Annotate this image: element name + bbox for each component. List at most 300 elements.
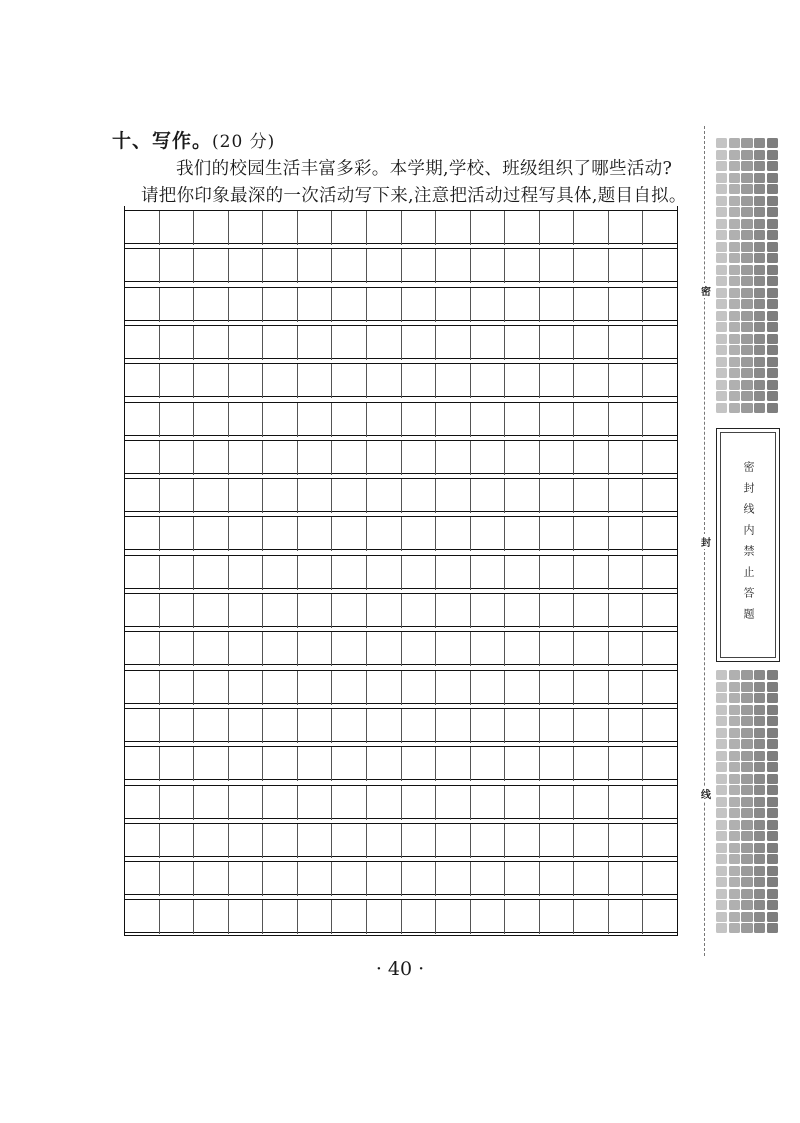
grid-cell[interactable] — [229, 403, 264, 437]
grid-cell[interactable] — [125, 403, 160, 437]
grid-cell[interactable] — [643, 632, 677, 666]
grid-cell[interactable] — [263, 556, 298, 590]
grid-cell[interactable] — [263, 747, 298, 781]
grid-cell[interactable] — [540, 671, 575, 705]
grid-cell[interactable] — [160, 479, 195, 513]
grid-cell[interactable] — [332, 441, 367, 475]
grid-cell[interactable] — [540, 556, 575, 590]
grid-cell[interactable] — [367, 594, 402, 628]
grid-cell[interactable] — [402, 786, 437, 820]
grid-cell[interactable] — [332, 479, 367, 513]
grid-cell[interactable] — [194, 364, 229, 398]
grid-cell[interactable] — [263, 786, 298, 820]
grid-cell[interactable] — [298, 517, 333, 551]
grid-cell[interactable] — [194, 249, 229, 283]
grid-cell[interactable] — [263, 288, 298, 322]
grid-cell[interactable] — [332, 709, 367, 743]
grid-cell[interactable] — [471, 403, 506, 437]
grid-cell[interactable] — [125, 747, 160, 781]
grid-cell[interactable] — [332, 288, 367, 322]
grid-cell[interactable] — [643, 556, 677, 590]
grid-cell[interactable] — [229, 709, 264, 743]
grid-cell[interactable] — [263, 479, 298, 513]
grid-cell[interactable] — [263, 249, 298, 283]
grid-cell[interactable] — [505, 824, 540, 858]
grid-cell[interactable] — [609, 288, 644, 322]
grid-cell[interactable] — [160, 862, 195, 896]
grid-cell[interactable] — [263, 900, 298, 934]
grid-cell[interactable] — [436, 556, 471, 590]
grid-cell[interactable] — [505, 747, 540, 781]
grid-cell[interactable] — [125, 862, 160, 896]
grid-cell[interactable] — [540, 824, 575, 858]
grid-cell[interactable] — [540, 364, 575, 398]
grid-cell[interactable] — [540, 517, 575, 551]
grid-cell[interactable] — [609, 747, 644, 781]
grid-cell[interactable] — [194, 594, 229, 628]
grid-cell[interactable] — [436, 786, 471, 820]
grid-cell[interactable] — [263, 517, 298, 551]
grid-cell[interactable] — [609, 632, 644, 666]
grid-cell[interactable] — [436, 288, 471, 322]
grid-cell[interactable] — [609, 556, 644, 590]
grid-cell[interactable] — [194, 671, 229, 705]
grid-cell[interactable] — [643, 288, 677, 322]
grid-cell[interactable] — [367, 441, 402, 475]
grid-cell[interactable] — [298, 479, 333, 513]
grid-cell[interactable] — [194, 900, 229, 934]
grid-cell[interactable] — [332, 364, 367, 398]
grid-cell[interactable] — [609, 403, 644, 437]
grid-cell[interactable] — [160, 249, 195, 283]
grid-cell[interactable] — [609, 364, 644, 398]
grid-cell[interactable] — [471, 211, 506, 245]
grid-cell[interactable] — [298, 900, 333, 934]
grid-cell[interactable] — [436, 479, 471, 513]
grid-cell[interactable] — [125, 517, 160, 551]
grid-cell[interactable] — [332, 786, 367, 820]
grid-cell[interactable] — [367, 364, 402, 398]
grid-cell[interactable] — [643, 594, 677, 628]
grid-cell[interactable] — [574, 479, 609, 513]
grid-cell[interactable] — [160, 594, 195, 628]
grid-cell[interactable] — [436, 709, 471, 743]
grid-cell[interactable] — [540, 288, 575, 322]
grid-cell[interactable] — [471, 517, 506, 551]
grid-cell[interactable] — [263, 632, 298, 666]
grid-cell[interactable] — [471, 249, 506, 283]
grid-cell[interactable] — [263, 403, 298, 437]
grid-cell[interactable] — [367, 326, 402, 360]
grid-cell[interactable] — [194, 632, 229, 666]
grid-cell[interactable] — [436, 249, 471, 283]
grid-cell[interactable] — [471, 786, 506, 820]
grid-cell[interactable] — [574, 288, 609, 322]
grid-cell[interactable] — [574, 517, 609, 551]
grid-cell[interactable] — [125, 326, 160, 360]
grid-cell[interactable] — [298, 364, 333, 398]
grid-cell[interactable] — [229, 747, 264, 781]
grid-cell[interactable] — [471, 594, 506, 628]
grid-cell[interactable] — [229, 326, 264, 360]
grid-cell[interactable] — [574, 326, 609, 360]
grid-cell[interactable] — [263, 594, 298, 628]
grid-cell[interactable] — [436, 364, 471, 398]
grid-cell[interactable] — [402, 517, 437, 551]
grid-cell[interactable] — [229, 900, 264, 934]
grid-cell[interactable] — [298, 632, 333, 666]
grid-cell[interactable] — [574, 211, 609, 245]
grid-cell[interactable] — [402, 249, 437, 283]
grid-cell[interactable] — [402, 288, 437, 322]
grid-cell[interactable] — [367, 900, 402, 934]
grid-cell[interactable] — [263, 824, 298, 858]
grid-cell[interactable] — [263, 709, 298, 743]
grid-cell[interactable] — [643, 900, 677, 934]
grid-cell[interactable] — [643, 747, 677, 781]
grid-cell[interactable] — [298, 747, 333, 781]
grid-cell[interactable] — [367, 786, 402, 820]
grid-cell[interactable] — [574, 441, 609, 475]
grid-cell[interactable] — [505, 364, 540, 398]
grid-cell[interactable] — [263, 441, 298, 475]
grid-cell[interactable] — [643, 326, 677, 360]
grid-cell[interactable] — [298, 403, 333, 437]
grid-cell[interactable] — [574, 594, 609, 628]
grid-cell[interactable] — [436, 671, 471, 705]
grid-cell[interactable] — [194, 479, 229, 513]
grid-cell[interactable] — [402, 403, 437, 437]
grid-cell[interactable] — [609, 479, 644, 513]
grid-cell[interactable] — [574, 824, 609, 858]
grid-cell[interactable] — [367, 288, 402, 322]
grid-cell[interactable] — [540, 479, 575, 513]
grid-cell[interactable] — [402, 326, 437, 360]
grid-cell[interactable] — [643, 862, 677, 896]
grid-cell[interactable] — [194, 862, 229, 896]
grid-cell[interactable] — [505, 211, 540, 245]
grid-cell[interactable] — [471, 671, 506, 705]
grid-cell[interactable] — [229, 288, 264, 322]
grid-cell[interactable] — [609, 671, 644, 705]
grid-cell[interactable] — [436, 403, 471, 437]
grid-cell[interactable] — [402, 479, 437, 513]
grid-cell[interactable] — [160, 211, 195, 245]
grid-cell[interactable] — [367, 632, 402, 666]
grid-cell[interactable] — [505, 671, 540, 705]
grid-cell[interactable] — [160, 288, 195, 322]
grid-cell[interactable] — [471, 364, 506, 398]
grid-cell[interactable] — [125, 786, 160, 820]
grid-cell[interactable] — [125, 211, 160, 245]
grid-cell[interactable] — [367, 556, 402, 590]
grid-cell[interactable] — [194, 403, 229, 437]
grid-cell[interactable] — [643, 671, 677, 705]
grid-cell[interactable] — [540, 211, 575, 245]
grid-cell[interactable] — [574, 632, 609, 666]
grid-cell[interactable] — [125, 709, 160, 743]
grid-cell[interactable] — [505, 479, 540, 513]
grid-cell[interactable] — [194, 786, 229, 820]
grid-cell[interactable] — [505, 326, 540, 360]
grid-cell[interactable] — [367, 249, 402, 283]
grid-cell[interactable] — [229, 556, 264, 590]
grid-cell[interactable] — [125, 364, 160, 398]
grid-cell[interactable] — [436, 441, 471, 475]
grid-cell[interactable] — [332, 824, 367, 858]
grid-cell[interactable] — [436, 824, 471, 858]
grid-cell[interactable] — [540, 249, 575, 283]
grid-cell[interactable] — [160, 326, 195, 360]
grid-cell[interactable] — [160, 900, 195, 934]
grid-cell[interactable] — [643, 441, 677, 475]
grid-cell[interactable] — [643, 249, 677, 283]
grid-cell[interactable] — [505, 517, 540, 551]
grid-cell[interactable] — [436, 211, 471, 245]
grid-cell[interactable] — [263, 862, 298, 896]
grid-cell[interactable] — [402, 364, 437, 398]
grid-cell[interactable] — [229, 211, 264, 245]
grid-cell[interactable] — [609, 517, 644, 551]
grid-cell[interactable] — [609, 824, 644, 858]
grid-cell[interactable] — [160, 441, 195, 475]
grid-cell[interactable] — [505, 594, 540, 628]
grid-cell[interactable] — [436, 747, 471, 781]
grid-cell[interactable] — [643, 824, 677, 858]
grid-cell[interactable] — [643, 403, 677, 437]
grid-cell[interactable] — [298, 211, 333, 245]
grid-cell[interactable] — [505, 288, 540, 322]
grid-cell[interactable] — [402, 441, 437, 475]
grid-cell[interactable] — [160, 364, 195, 398]
grid-cell[interactable] — [298, 862, 333, 896]
grid-cell[interactable] — [298, 786, 333, 820]
grid-cell[interactable] — [125, 900, 160, 934]
grid-cell[interactable] — [574, 747, 609, 781]
grid-cell[interactable] — [609, 594, 644, 628]
grid-cell[interactable] — [160, 517, 195, 551]
grid-cell[interactable] — [125, 249, 160, 283]
grid-cell[interactable] — [332, 249, 367, 283]
grid-cell[interactable] — [609, 249, 644, 283]
grid-cell[interactable] — [471, 288, 506, 322]
grid-cell[interactable] — [402, 632, 437, 666]
grid-cell[interactable] — [367, 211, 402, 245]
grid-cell[interactable] — [609, 786, 644, 820]
grid-cell[interactable] — [505, 709, 540, 743]
grid-cell[interactable] — [436, 632, 471, 666]
grid-cell[interactable] — [540, 709, 575, 743]
grid-cell[interactable] — [125, 594, 160, 628]
grid-cell[interactable] — [229, 479, 264, 513]
grid-cell[interactable] — [609, 211, 644, 245]
grid-cell[interactable] — [540, 326, 575, 360]
grid-cell[interactable] — [471, 824, 506, 858]
grid-cell[interactable] — [332, 517, 367, 551]
grid-cell[interactable] — [194, 709, 229, 743]
grid-cell[interactable] — [332, 556, 367, 590]
grid-cell[interactable] — [540, 900, 575, 934]
grid-cell[interactable] — [229, 632, 264, 666]
grid-cell[interactable] — [402, 671, 437, 705]
grid-cell[interactable] — [471, 900, 506, 934]
grid-cell[interactable] — [263, 671, 298, 705]
grid-cell[interactable] — [574, 709, 609, 743]
grid-cell[interactable] — [332, 747, 367, 781]
grid-cell[interactable] — [574, 862, 609, 896]
grid-cell[interactable] — [263, 364, 298, 398]
grid-cell[interactable] — [367, 479, 402, 513]
grid-cell[interactable] — [609, 862, 644, 896]
grid-cell[interactable] — [125, 824, 160, 858]
grid-cell[interactable] — [332, 403, 367, 437]
grid-cell[interactable] — [125, 671, 160, 705]
grid-cell[interactable] — [298, 288, 333, 322]
grid-cell[interactable] — [125, 479, 160, 513]
grid-cell[interactable] — [471, 479, 506, 513]
grid-cell[interactable] — [505, 862, 540, 896]
grid-cell[interactable] — [125, 288, 160, 322]
grid-cell[interactable] — [505, 632, 540, 666]
grid-cell[interactable] — [367, 824, 402, 858]
grid-cell[interactable] — [540, 862, 575, 896]
grid-cell[interactable] — [298, 709, 333, 743]
grid-cell[interactable] — [160, 747, 195, 781]
grid-cell[interactable] — [298, 824, 333, 858]
grid-cell[interactable] — [263, 326, 298, 360]
grid-cell[interactable] — [160, 824, 195, 858]
grid-cell[interactable] — [229, 249, 264, 283]
grid-cell[interactable] — [574, 364, 609, 398]
grid-cell[interactable] — [194, 441, 229, 475]
grid-cell[interactable] — [160, 709, 195, 743]
grid-cell[interactable] — [574, 249, 609, 283]
grid-cell[interactable] — [609, 326, 644, 360]
grid-cell[interactable] — [540, 594, 575, 628]
grid-cell[interactable] — [332, 900, 367, 934]
grid-cell[interactable] — [643, 709, 677, 743]
grid-cell[interactable] — [298, 671, 333, 705]
grid-cell[interactable] — [160, 632, 195, 666]
grid-cell[interactable] — [505, 249, 540, 283]
grid-cell[interactable] — [574, 900, 609, 934]
grid-cell[interactable] — [194, 326, 229, 360]
grid-cell[interactable] — [229, 824, 264, 858]
grid-cell[interactable] — [471, 441, 506, 475]
grid-cell[interactable] — [229, 441, 264, 475]
grid-cell[interactable] — [367, 403, 402, 437]
grid-cell[interactable] — [436, 517, 471, 551]
grid-cell[interactable] — [194, 556, 229, 590]
grid-cell[interactable] — [367, 671, 402, 705]
grid-cell[interactable] — [194, 824, 229, 858]
grid-cell[interactable] — [367, 747, 402, 781]
grid-cell[interactable] — [402, 594, 437, 628]
grid-cell[interactable] — [125, 441, 160, 475]
grid-cell[interactable] — [332, 594, 367, 628]
grid-cell[interactable] — [160, 671, 195, 705]
grid-cell[interactable] — [609, 441, 644, 475]
grid-cell[interactable] — [471, 862, 506, 896]
grid-cell[interactable] — [160, 403, 195, 437]
grid-cell[interactable] — [402, 900, 437, 934]
grid-cell[interactable] — [574, 671, 609, 705]
grid-cell[interactable] — [160, 556, 195, 590]
grid-cell[interactable] — [332, 211, 367, 245]
grid-cell[interactable] — [505, 900, 540, 934]
grid-cell[interactable] — [125, 632, 160, 666]
grid-cell[interactable] — [332, 326, 367, 360]
grid-cell[interactable] — [643, 211, 677, 245]
grid-cell[interactable] — [402, 211, 437, 245]
grid-cell[interactable] — [298, 249, 333, 283]
grid-cell[interactable] — [402, 709, 437, 743]
grid-cell[interactable] — [505, 441, 540, 475]
grid-cell[interactable] — [298, 594, 333, 628]
grid-cell[interactable] — [540, 441, 575, 475]
grid-cell[interactable] — [367, 517, 402, 551]
grid-cell[interactable] — [436, 862, 471, 896]
grid-cell[interactable] — [540, 632, 575, 666]
grid-cell[interactable] — [436, 900, 471, 934]
grid-cell[interactable] — [298, 441, 333, 475]
grid-cell[interactable] — [332, 671, 367, 705]
grid-cell[interactable] — [194, 288, 229, 322]
grid-cell[interactable] — [540, 747, 575, 781]
grid-cell[interactable] — [125, 556, 160, 590]
grid-cell[interactable] — [229, 594, 264, 628]
grid-cell[interactable] — [471, 632, 506, 666]
grid-cell[interactable] — [436, 594, 471, 628]
grid-cell[interactable] — [194, 211, 229, 245]
grid-cell[interactable] — [471, 556, 506, 590]
grid-cell[interactable] — [540, 786, 575, 820]
grid-cell[interactable] — [229, 786, 264, 820]
grid-cell[interactable] — [229, 671, 264, 705]
grid-cell[interactable] — [160, 786, 195, 820]
grid-cell[interactable] — [505, 556, 540, 590]
grid-cell[interactable] — [229, 862, 264, 896]
grid-cell[interactable] — [263, 211, 298, 245]
grid-cell[interactable] — [402, 824, 437, 858]
grid-cell[interactable] — [471, 326, 506, 360]
grid-cell[interactable] — [332, 632, 367, 666]
grid-cell[interactable] — [402, 556, 437, 590]
grid-cell[interactable] — [402, 862, 437, 896]
grid-cell[interactable] — [609, 900, 644, 934]
grid-cell[interactable] — [609, 709, 644, 743]
grid-cell[interactable] — [436, 326, 471, 360]
grid-cell[interactable] — [229, 364, 264, 398]
grid-cell[interactable] — [194, 517, 229, 551]
grid-cell[interactable] — [332, 862, 367, 896]
writing-grid[interactable] — [124, 206, 678, 936]
grid-cell[interactable] — [471, 747, 506, 781]
grid-cell[interactable] — [540, 403, 575, 437]
grid-cell[interactable] — [471, 709, 506, 743]
grid-cell[interactable] — [298, 556, 333, 590]
grid-cell[interactable] — [367, 709, 402, 743]
grid-cell[interactable] — [643, 786, 677, 820]
grid-cell[interactable] — [574, 403, 609, 437]
grid-cell[interactable] — [643, 479, 677, 513]
grid-cell[interactable] — [505, 786, 540, 820]
grid-cell[interactable] — [505, 403, 540, 437]
grid-cell[interactable] — [402, 747, 437, 781]
grid-cell[interactable] — [229, 517, 264, 551]
grid-cell[interactable] — [194, 747, 229, 781]
grid-cell[interactable] — [574, 556, 609, 590]
